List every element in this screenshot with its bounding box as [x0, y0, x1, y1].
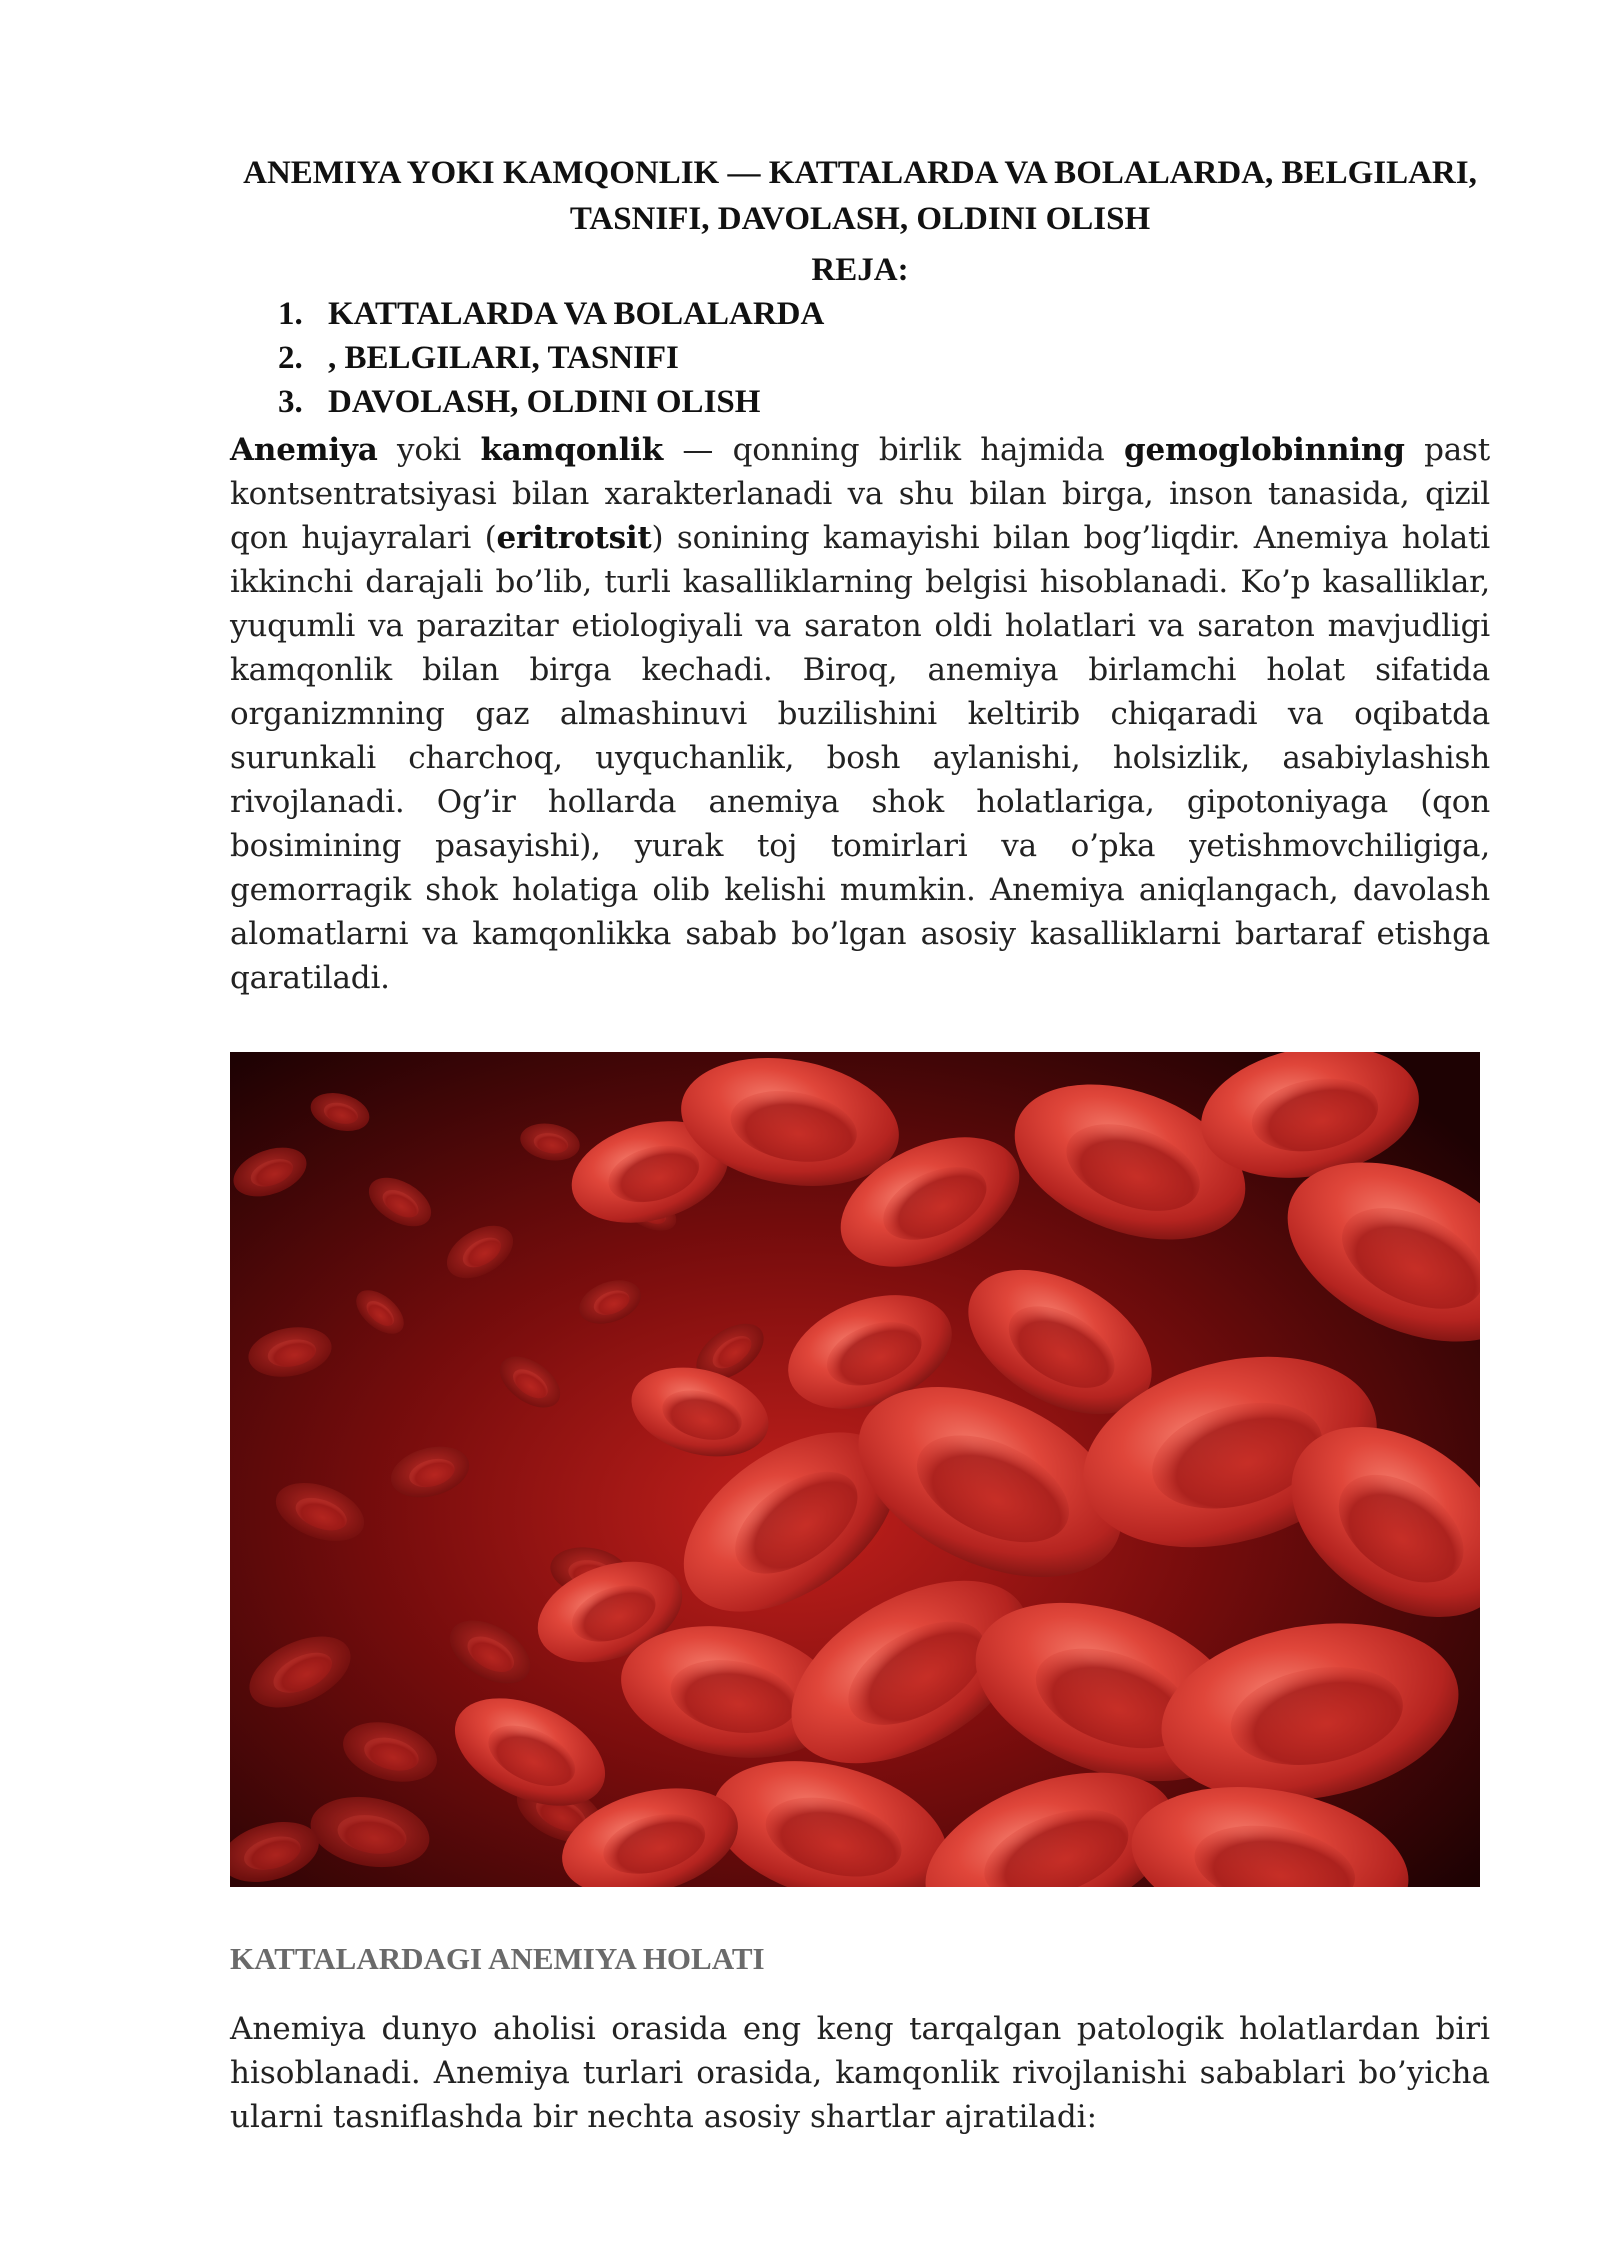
plan-item — [278, 380, 1490, 424]
plan-item-number: 2. — [278, 340, 303, 376]
term-anemiya: Anemiya — [230, 432, 378, 468]
intro-text-1: yoki — [377, 432, 481, 468]
section-paragraph: Anemiya dunyo aholisi orasida eng keng tarqalgan patologik holatlardan biri hisoblanadi. Anemiya turlari orasida, kamqonlik rivojlanishi sabablari bo’yicha ularni tasniflashda bir nechta asosiy shartlar ajratiladi: — [230, 2011, 1490, 2135]
term-gemoglobin: gemoglobinning — [1123, 432, 1405, 468]
plan-item — [278, 336, 1490, 380]
intro-paragraph — [230, 428, 1490, 1000]
plan-item-text: , BELGILARI, TASNIFI — [328, 340, 679, 376]
section-heading: KATTALARDAGI ANEMIYA HOLATI — [230, 1941, 765, 1976]
term-kamqonlik: kamqonlik — [480, 432, 664, 468]
intro-text-4: ) sonining kamayishi bilan bog’liqdir. Anemiya holati ikkinchi darajali bo’lib, turli kasalliklarning belgisi hisoblanadi. Ko’p kasalliklar, yuqumli va parazitar etiologiyali va saraton oldi holatlari va saraton mavjudligi kamqonlik bilan birga kechadi. Biroq, anemiya birlamchi holat sifatida organizmning gaz almashinuvi buzilishini keltirib chiqaradi va oqibatda surunkali charchoq, uyquchanlik, bosh aylanishi, holsizlik, asabiylashish rivojlanadi. Og’ir hollarda anemiya shok holatlariga, gipotoniyaga (qon bosimining pasayishi), yurak toj tomirlari va o’pka yetishmovchiligiga, gemorragik shok holatiga olib kelishi mumkin. Anemiya aniqlangach, davolash alomatlarni va kamqonlikka sabab bo’lgan asosiy kasalliklarni bartaraf etishga qaratiladi. — [230, 520, 1490, 996]
plan-item-number: 1. — [278, 296, 303, 332]
intro-text-3: past kontsentratsiyasi bilan xarakterlanadi va shu bilan birga, inson tanasida, qizil qon hujayralari ( — [230, 432, 1491, 556]
term-eritrotsit: eritrotsit — [496, 520, 652, 556]
document-title: ANEMIYA YOKI KAMQONLIK — KATTALARDA VA BOLALARDA, BELGILARI, TASNIFI, DAVOLASH, OLDINI OLISH — [243, 155, 1477, 237]
plan-list — [230, 292, 1490, 424]
red-blood-cells-illustration — [230, 1052, 1480, 1887]
plan-item-number: 3. — [278, 384, 303, 420]
plan-item — [278, 292, 1490, 336]
red-blood-cells-image — [230, 1052, 1480, 1887]
plan-heading: REJA: — [811, 252, 909, 288]
document-page — [230, 150, 1490, 2139]
plan-item-text: KATTALARDA VA BOLALARDA — [328, 296, 825, 332]
plan-item-text: DAVOLASH, OLDINI OLISH — [328, 384, 761, 420]
intro-text-2: — qonning birlik hajmida — [663, 432, 1124, 468]
